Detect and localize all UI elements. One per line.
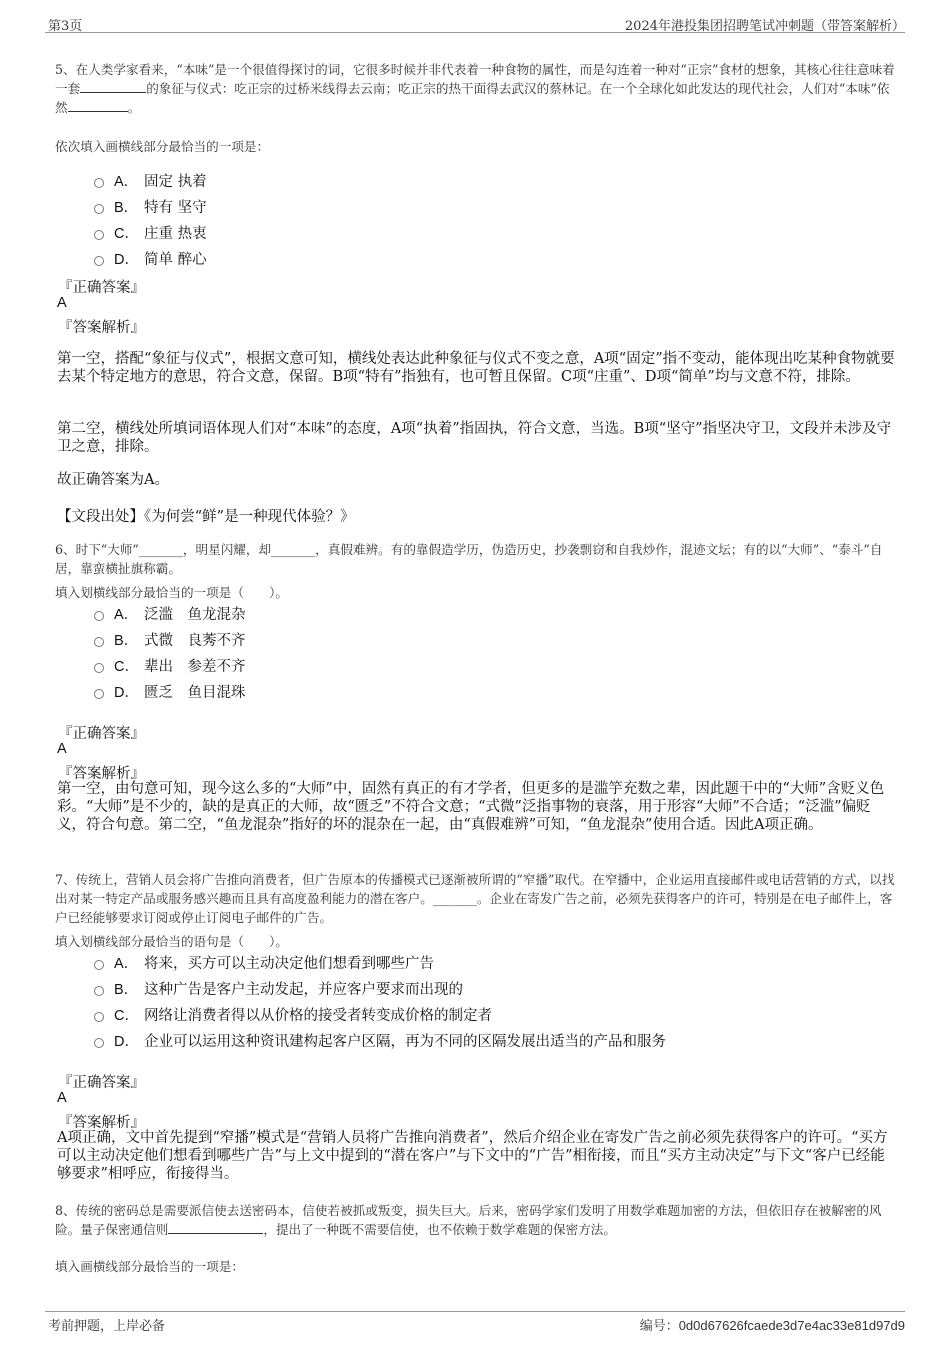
question-7-text: 7、传统上，营销人员会将广告推向消费者，但广告原本的传播模式已逐渐被所谓的“窄播”取代。在窄播中，企业运用直接邮件或电话营销的方式，以找出对某一特定产品或服务感兴趣而且具有高度盈利能力的潜在客户。_______。企业在寄发广告之前，必须先获得客户的许可，特别是在电子邮件上，客户已经能够要求订阅或停止订阅电子邮件的广告。: [55, 872, 895, 925]
radio-icon[interactable]: [94, 204, 104, 214]
option-a[interactable]: A． 将来，买方可以主动决定他们想看到哪些广告: [94, 952, 666, 978]
question-6-instruction: 填入划横线部分最恰当的一项是（ ）。: [55, 585, 288, 600]
radio-icon[interactable]: [94, 1012, 104, 1022]
analysis-paragraph: 第一空，搭配“象征与仪式”，根据文意可知，横线处表达此种象征与仪式不变之意，A项“固定”指不变动，能体现出吃某种食物就要去某个特定地方的意思，符合文意，保留。B项“特有”指独有，也可暂且保留。C项“庄重”、D项“简单”均与文意不符，排除。: [57, 351, 895, 385]
analysis-paragraph: 第一空，由句意可知，现今这么多的“大师”中，固然有真正的有才学者，但更多的是滥竽充数之辈，因此题干中的“大师”含贬义色彩。“大师”是不少的，缺的是真正的大师，故“匮乏”不符合文意；“式微”泛指事物的衰落，用于形容“大师”不合适；“泛滥”偏贬义，符合句意。第二空，“鱼龙混杂”指好的坏的混杂在一起，由“真假难辨”可知，“鱼龙混杂”使用合适。因此A项正确。: [57, 781, 885, 833]
question-7: [55, 870, 895, 927]
question-6: [55, 540, 895, 578]
document-id: 编号：0d0d67626fcaede3d7e4ac33e81d97d9: [639, 1318, 905, 1333]
radio-icon[interactable]: [94, 637, 104, 647]
radio-icon[interactable]: [94, 178, 104, 188]
radio-icon[interactable]: [94, 256, 104, 266]
option-d[interactable]: D． 企业可以运用这种资讯建构起客户区隔，再为不同的区隔发展出适当的产品和服务: [94, 1030, 666, 1056]
question-6-options: [94, 603, 246, 707]
radio-icon[interactable]: [94, 663, 104, 673]
analysis-heading: 『答案解析』: [58, 1115, 145, 1131]
option-b[interactable]: B． 式微 良莠不齐: [94, 629, 246, 655]
analysis-heading: 『答案解析』: [58, 320, 145, 336]
correct-answer-heading: 『正确答案』: [58, 726, 145, 742]
correct-answer-heading: 『正确答案』: [58, 280, 145, 296]
correct-answer-heading: 『正确答案』: [58, 1075, 145, 1091]
option-c[interactable]: C． 网络让消费者得以从价格的接受者转变成价格的制定者: [94, 1004, 666, 1030]
option-b[interactable]: B． 这种广告是客户主动发起，并应客户要求而出现的: [94, 978, 666, 1004]
document-title: 2024年港投集团招聘笔试冲刺题（带答案解析）: [624, 19, 905, 34]
option-c[interactable]: C． 辈出 参差不齐: [94, 655, 246, 681]
option-d[interactable]: D． 简单 醉心: [94, 248, 207, 274]
analysis-paragraph: A项正确，文中首先提到“窄播”模式是“营销人员将广告推向消费者”，然后介绍企业在寄发广告之前必须先获得客户的许可。“买方可以主动决定他们想看到哪些广告”与上文中提到的“潜在客户”与下文中的“广告”相衔接，而且“买方主动决定”与下文“客户已经能够要求”相呼应，衔接得当。: [57, 1130, 888, 1182]
footer-slogan: 考前押题，上岸必备: [48, 1319, 166, 1334]
question-8-instruction: 填入画横线部分最恰当的一项是：: [55, 1259, 244, 1274]
question-5-text: 5、在人类学家看来，“本味”是一个很值得探讨的词，它很多时候并非代表着一种食物的属性，而是勾连着一种对“正宗”食材的想象，其核心往往意味着一套 的象征与仪式：吃正宗的过桥米线得去云南；吃正宗的热干面得去武汉的蔡林记。在一个全球化如此发达的现代社会，人们对“本味”依然 。: [55, 62, 895, 115]
option-a[interactable]: A． 泛滥 鱼龙混杂: [94, 603, 246, 629]
blank: [80, 80, 146, 93]
blank: [168, 1221, 263, 1234]
radio-icon[interactable]: [94, 986, 104, 996]
blank: [68, 99, 128, 112]
question-8-text: 8、传统的密码总是需要派信使去送密码本，信使若被抓或叛变，损失巨大。后来，密码学家们发明了用数学难题加密的方法，但依旧存在被解密的风险。量子保密通信则 ，提出了一种既不需要信使，也不依赖于数学难题的保密方法。: [55, 1203, 882, 1237]
question-5: [55, 60, 895, 117]
radio-icon[interactable]: [94, 1038, 104, 1048]
passage-source: 【文段出处】《为何尝“鲜”是一种现代体验？》: [57, 509, 355, 525]
correct-answer: A: [57, 1090, 67, 1106]
question-5-instruction: 依次填入画横线部分最恰当的一项是：: [55, 139, 270, 154]
page-number: 第3页: [48, 19, 83, 34]
radio-icon[interactable]: [94, 230, 104, 240]
correct-answer: A: [57, 295, 67, 311]
option-c[interactable]: C． 庄重 热衷: [94, 222, 207, 248]
question-7-instruction: 填入划横线部分最恰当的语句是（ ）。: [55, 934, 288, 949]
option-d[interactable]: D． 匮乏 鱼目混珠: [94, 681, 246, 707]
question-6-text: 6、时下“大师”_______，明星闪耀，却_______，真假难辨。有的靠假造学历，伪造历史，抄袭剽窃和自我炒作，混迹文坛；有的以“大师”、“泰斗”自居，靠蛮横扯旗称霸。: [55, 542, 883, 576]
question-5-options: [94, 170, 207, 274]
analysis-paragraph: 第二空，横线处所填词语体现人们对“本味”的态度，A项“执着”指固执，符合文意，当选。B项“坚守”指坚决守卫，文段并未涉及守卫之意，排除。: [57, 421, 892, 455]
page-footer: [45, 1311, 905, 1334]
question-8: [55, 1201, 895, 1239]
question-7-options: [94, 952, 666, 1056]
analysis-heading: 『答案解析』: [58, 766, 145, 782]
page-header: [45, 12, 905, 33]
radio-icon[interactable]: [94, 611, 104, 621]
analysis-paragraph: 故正确答案为A。: [57, 472, 169, 488]
radio-icon[interactable]: [94, 689, 104, 699]
radio-icon[interactable]: [94, 960, 104, 970]
option-a[interactable]: A． 固定 执着: [94, 170, 207, 196]
correct-answer: A: [57, 741, 67, 757]
option-b[interactable]: B． 特有 坚守: [94, 196, 207, 222]
